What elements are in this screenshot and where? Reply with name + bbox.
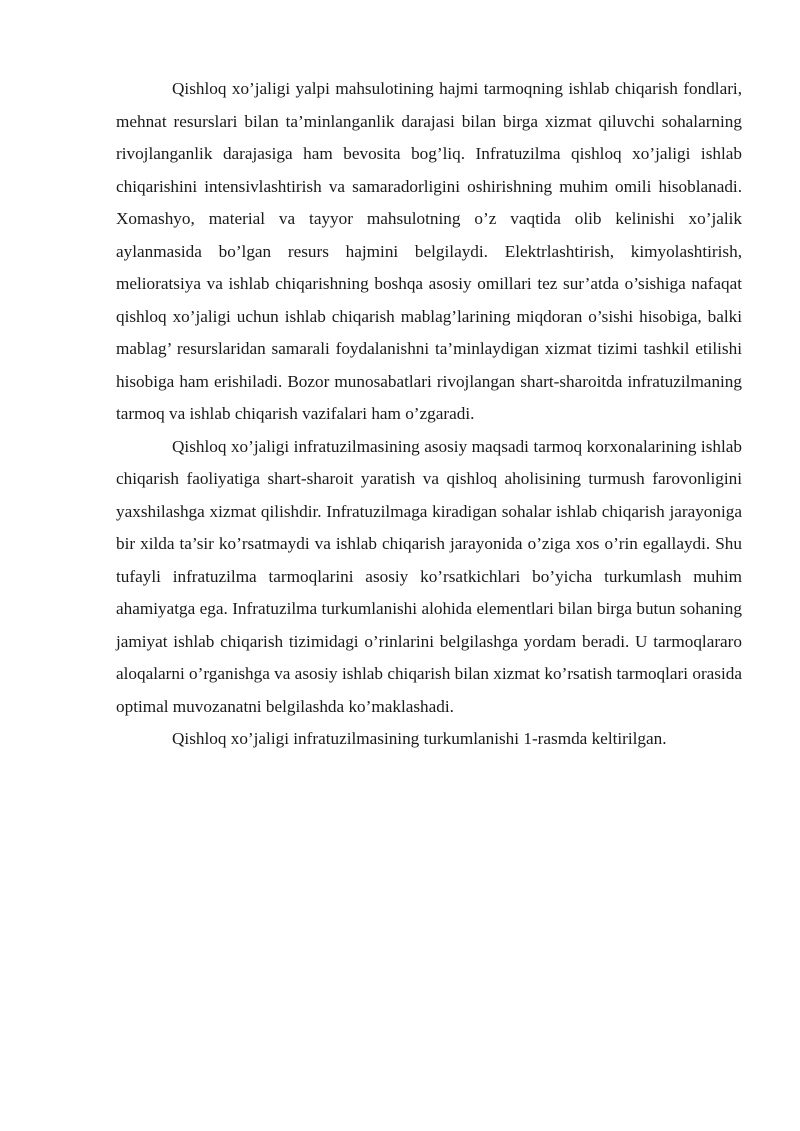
paragraph-1: Qishloq xo’jaligi yalpi mahsulotining hajmi tarmoqning ishlab chiqarish fondlari, mehnat resurslari bilan ta’minlanganlik darajasi bilan birga xizmat qiluvchi sohalarning rivojlanganlik darajasiga ham bevosita bog’liq. Infratuzilma qishloq xo’jaligi ishlab chiqarishini intensivlashtirish va samaradorligini oshirishning muhim omili hisoblanadi. Xomashyo, material va tayyor mahsulotning o’z vaqtida olib kelinishi xo’jalik aylanmasida bo’lgan resurs hajmini belgilaydi. Elektrlashtirish, kimyolashtirish, melioratsiya va ishlab chiqarishning boshqa asosiy omillari tez sur’atda o’sishiga nafaqat qishloq xo’jaligi uchun ishlab chiqarish mablag’larining miqdoran o’sishi hisobiga, balki mablag’ resurslaridan samarali foydalanishni ta’minlaydigan xizmat tizimi tashkil etilishi hisobiga ham erishiladi. Bozor munosabatlari rivojlangan shart-sharoitda infratuzilmaning tarmoq va ishlab chiqarish vazifalari ham o’zgaradi. <box>116 79 742 423</box>
document-body <box>116 73 742 756</box>
paragraph-3: Qishloq xo’jaligi infratuzilmasining turkumlanishi 1-rasmda keltirilgan. <box>172 729 667 748</box>
paragraph-2: Qishloq xo’jaligi infratuzilmasining asosiy maqsadi tarmoq korxonalarining ishlab chiqarish faoliyatiga shart-sharoit yaratish va qishloq aholisining turmush farovonligini yaxshilashga xizmat qilishdir. Infratuzilmaga kiradigan sohalar ishlab chiqarish jarayoniga bir xilda ta’sir ko’rsatmaydi va ishlab chiqarish jarayonida o’ziga xos o’rin egallaydi. Shu tufayli infratuzilma tarmoqlarini asosiy ko’rsatkichlari bo’yicha turkumlash muhim ahamiyatga ega. Infratuzilma turkumlanishi alohida elementlari bilan birga butun sohaning jamiyat ishlab chiqarish tizimidagi o’rinlarini belgilashga yordam beradi. U tarmoqlararo aloqalarni o’rganishga va asosiy ishlab chiqarish bilan xizmat ko’rsatish tarmoqlari orasida optimal muvozanatni belgilashda ko’maklashadi. <box>116 436 742 716</box>
